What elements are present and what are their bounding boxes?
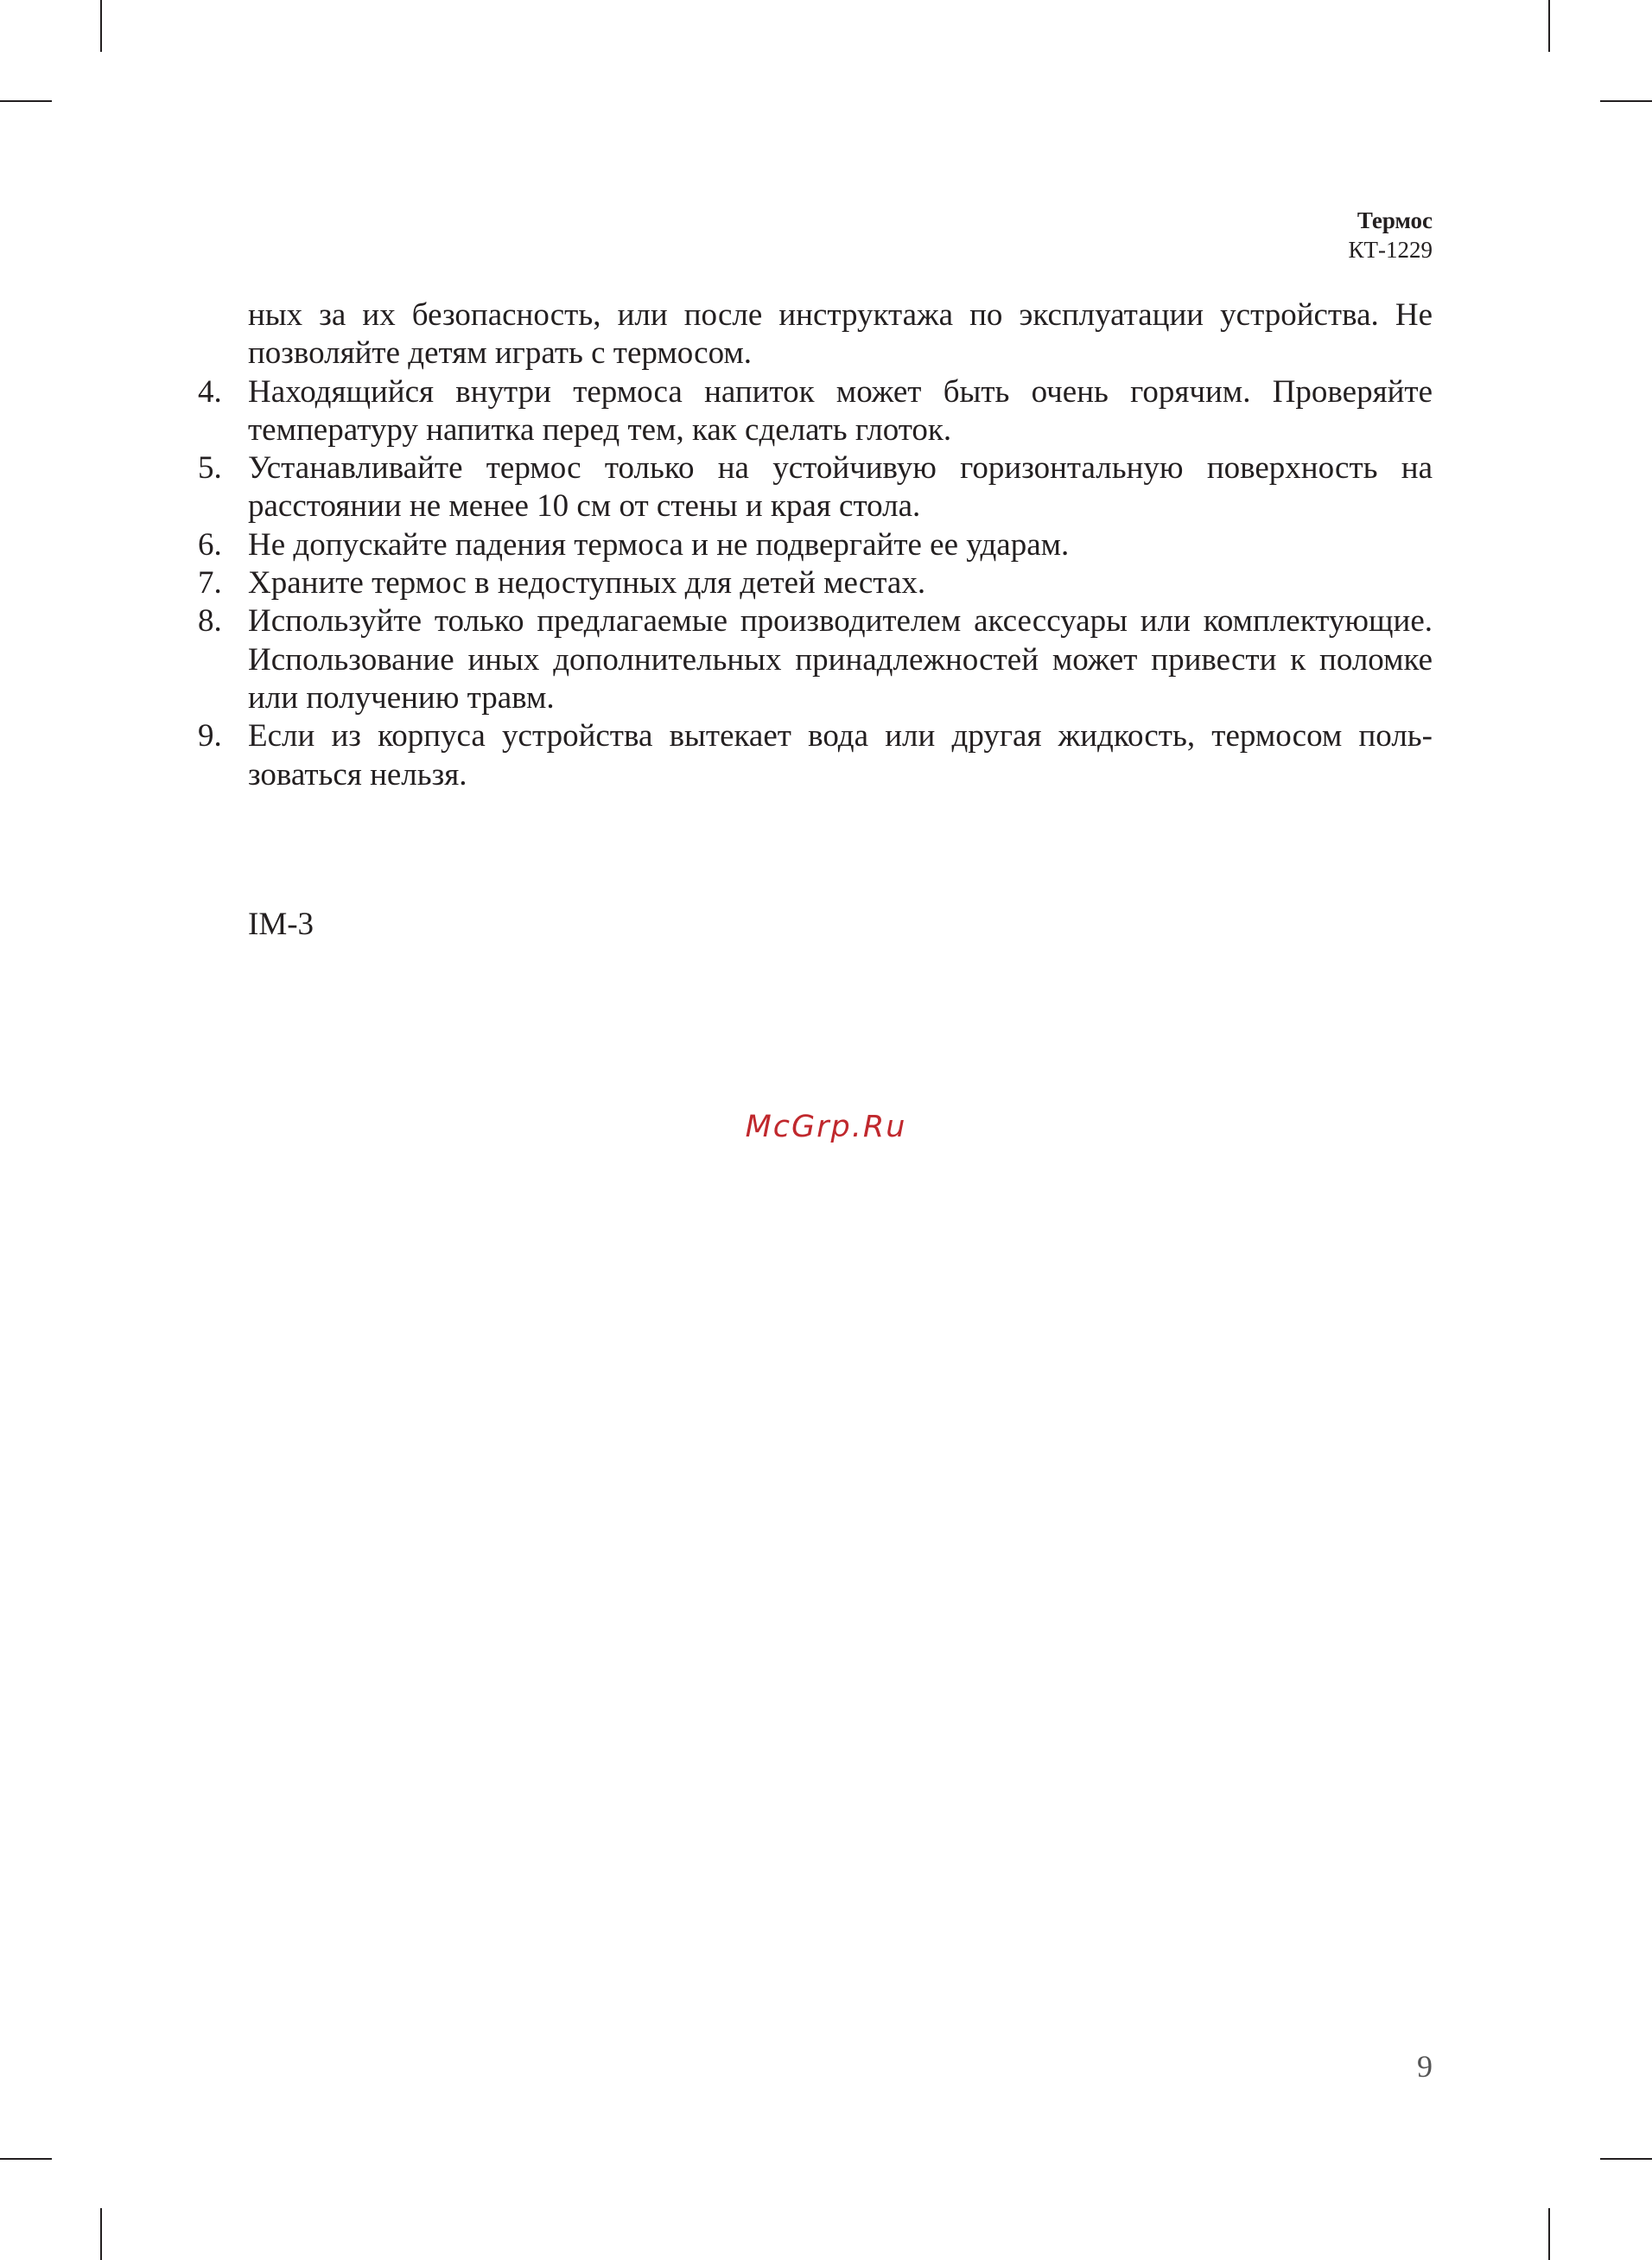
crop-mark-top-right-horizontal <box>1600 100 1652 102</box>
list-item-text: Храните термос в недоступных для детей местах. <box>248 565 926 602</box>
continuation-paragraph: ных за их безопасность, или после инструктажа по эксплуатации устройства. Не позволяйте детям играть с термосом. <box>248 297 1433 372</box>
list-item-number: 6. <box>198 526 222 563</box>
list-item-number: 7. <box>198 565 222 602</box>
crop-mark-top-left-horizontal <box>0 100 52 102</box>
product-title: Термос <box>1357 207 1433 233</box>
list-item <box>181 564 1433 602</box>
crop-mark-top-right-vertical <box>1548 0 1550 52</box>
crop-mark-bottom-left-vertical <box>100 2208 102 2260</box>
list-item <box>181 602 1433 717</box>
watermark-link[interactable]: McGrp.Ru <box>745 1110 907 1144</box>
list-item-text: Находящийся внутри термоса напиток может быть очень горячим. Проверяйте температуру напитка перед тем, как сделать глоток. <box>248 373 1433 448</box>
list-item <box>181 373 1433 450</box>
list-item-number: 4. <box>198 373 222 410</box>
list-item-text: Устанавливайте термос только на устойчивую горизонтальную поверхность на расстоянии не менее 10 см от стены и края стола. <box>248 450 1433 525</box>
list-item-text: Используйте только предлагаемые производителем аксессуары или комплектующие. Использование иных дополнительных принадлежностей может привести к поломке или получению травм. <box>248 603 1433 716</box>
product-model: КТ-1229 <box>1348 237 1433 263</box>
list-item-number: 9. <box>198 718 222 754</box>
list-item-text: Если из корпуса устройства вытекает вода или другая жидкость, термосом пользоваться нельзя. <box>248 718 1433 793</box>
list-item <box>181 526 1433 564</box>
list-item-number: 5. <box>198 450 222 487</box>
list-item <box>181 717 1433 794</box>
list-item <box>181 449 1433 526</box>
safety-instructions <box>181 296 1433 794</box>
list-item-number: 8. <box>198 603 222 640</box>
page-number: 9 <box>1417 2049 1433 2084</box>
page-header <box>1349 206 1433 264</box>
crop-mark-bottom-left-horizontal <box>0 2158 52 2160</box>
crop-mark-bottom-right-vertical <box>1548 2208 1550 2260</box>
crop-mark-top-left-vertical <box>100 0 102 52</box>
crop-mark-bottom-right-horizontal <box>1600 2158 1652 2160</box>
document-code: IM-3 <box>248 907 315 942</box>
list-item-text: Не допускайте падения термоса и не подвергайте ее ударам. <box>248 526 1070 563</box>
